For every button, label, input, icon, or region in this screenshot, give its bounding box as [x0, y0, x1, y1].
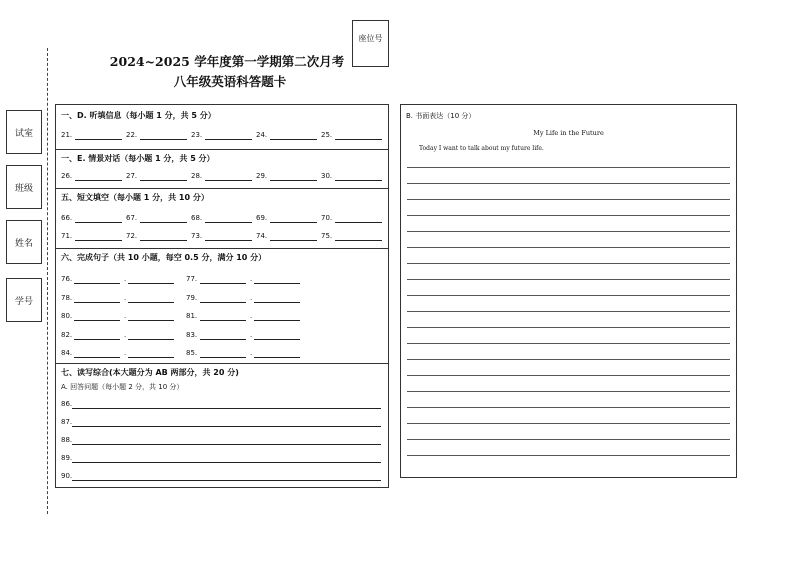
writing-line[interactable]	[407, 391, 730, 392]
answer-line[interactable]	[72, 444, 381, 445]
writing-line[interactable]	[407, 359, 730, 360]
answer-blank[interactable]	[254, 302, 300, 303]
student-id-label: 学号	[14, 296, 33, 307]
answer-line[interactable]	[72, 408, 381, 409]
seat-number-label: 座位号	[358, 34, 383, 43]
answer-blank[interactable]	[200, 283, 246, 284]
question-number: 80.	[61, 312, 73, 320]
question-number: 70.	[321, 214, 333, 222]
section-7-title: 七、读写综合(本大题分为 AB 两部分，共 20 分)	[61, 368, 239, 377]
answer-line[interactable]	[72, 462, 381, 463]
question-number: 26.	[61, 172, 73, 180]
answer-blank[interactable]	[74, 320, 120, 321]
name-field[interactable]	[6, 220, 42, 264]
answer-blank[interactable]	[205, 240, 252, 241]
section-e-title: 一、E. 情景对话（每小题 1 分，共 5 分）	[61, 154, 215, 163]
answer-blank[interactable]	[200, 320, 246, 321]
question-number: .	[250, 349, 253, 357]
writing-line[interactable]	[407, 215, 730, 216]
answer-blank[interactable]	[270, 180, 317, 181]
answer-blank[interactable]	[270, 139, 317, 140]
writing-line[interactable]	[407, 327, 730, 328]
answer-blank[interactable]	[335, 240, 382, 241]
answer-blank[interactable]	[74, 302, 120, 303]
answer-blank[interactable]	[200, 357, 246, 358]
answer-blank[interactable]	[128, 283, 174, 284]
question-number: .	[124, 312, 127, 320]
question-number: 66.	[61, 214, 73, 222]
answer-line[interactable]	[72, 426, 381, 427]
writing-line[interactable]	[407, 375, 730, 376]
exam-room-field[interactable]	[6, 110, 42, 154]
question-number: 24.	[256, 131, 268, 139]
writing-line[interactable]	[407, 279, 730, 280]
question-number: 71.	[61, 232, 73, 240]
question-number: 73.	[191, 232, 203, 240]
section-d-title: 一、D. 听填信息（每小题 1 分，共 5 分）	[61, 111, 216, 120]
writing-line[interactable]	[407, 183, 730, 184]
question-number: .	[124, 275, 127, 283]
question-number: 88.	[61, 436, 73, 444]
divider	[56, 149, 388, 150]
class-label: 班级	[14, 183, 33, 194]
question-number: 69.	[256, 214, 268, 222]
question-number: 75.	[321, 232, 333, 240]
writing-line[interactable]	[407, 423, 730, 424]
question-number: 87.	[61, 418, 73, 426]
answer-blank[interactable]	[128, 357, 174, 358]
answer-blank[interactable]	[140, 139, 187, 140]
question-number: 67.	[126, 214, 138, 222]
writing-line[interactable]	[407, 311, 730, 312]
question-number: 78.	[61, 293, 73, 302]
question-number: 68.	[191, 214, 203, 222]
section-7a-subtitle: A. 回答问题（每小题 2 分，共 10 分）	[61, 383, 184, 391]
question-number: .	[124, 349, 127, 357]
question-number: .	[124, 293, 127, 302]
question-number: 74.	[256, 232, 268, 240]
answer-blank[interactable]	[74, 283, 120, 284]
writing-line[interactable]	[407, 343, 730, 344]
answer-blank[interactable]	[200, 302, 246, 303]
question-number: .	[250, 330, 253, 339]
answer-blank[interactable]	[140, 240, 187, 241]
question-number: 72.	[126, 232, 138, 240]
binding-line	[47, 48, 48, 514]
writing-title: B. 书面表达（10 分）	[406, 112, 476, 120]
writing-line[interactable]	[407, 167, 730, 168]
answer-blank[interactable]	[335, 180, 382, 181]
answer-blank[interactable]	[140, 180, 187, 181]
section-5-title: 五、短文填空（每小题 1 分，共 10 分）	[61, 193, 209, 202]
answer-blank[interactable]	[254, 320, 300, 321]
answer-blank[interactable]	[128, 339, 174, 340]
student-id-field[interactable]	[6, 278, 42, 322]
answer-blank[interactable]	[270, 222, 317, 223]
writing-line[interactable]	[407, 231, 730, 232]
question-number: 30.	[321, 172, 333, 180]
answer-blank[interactable]	[75, 180, 122, 181]
writing-line[interactable]	[407, 439, 730, 440]
writing-box	[400, 104, 737, 478]
question-number: 27.	[126, 172, 138, 180]
question-number: 89.	[61, 454, 73, 462]
question-number: 85.	[186, 349, 198, 357]
question-number: 77.	[186, 275, 198, 283]
left-answer-box	[55, 104, 389, 488]
question-number: .	[250, 312, 253, 320]
answer-blank[interactable]	[74, 357, 120, 358]
question-number: 23.	[191, 131, 203, 139]
question-number: .	[250, 275, 253, 283]
writing-line[interactable]	[407, 407, 730, 408]
writing-line[interactable]	[407, 263, 730, 264]
class-field[interactable]	[6, 165, 42, 209]
question-number: .	[250, 293, 253, 302]
answer-line[interactable]	[72, 480, 381, 481]
question-number: 21.	[61, 131, 73, 139]
question-number: 83.	[186, 330, 198, 339]
answer-blank[interactable]	[140, 222, 187, 223]
answer-blank[interactable]	[75, 240, 122, 241]
writing-line[interactable]	[407, 295, 730, 296]
answer-blank[interactable]	[75, 222, 122, 223]
essay-first-line: Today I want to talk about my future life.	[419, 145, 544, 152]
answer-blank[interactable]	[205, 139, 252, 140]
writing-line[interactable]	[407, 455, 730, 456]
question-number: 84.	[61, 349, 73, 357]
exam-room-label: 试室	[14, 128, 33, 139]
answer-blank[interactable]	[270, 240, 317, 241]
answer-blank[interactable]	[205, 180, 252, 181]
question-number: 22.	[126, 131, 138, 139]
answer-blank[interactable]	[254, 283, 300, 284]
question-number: .	[124, 330, 127, 339]
name-label: 姓名	[14, 238, 33, 249]
question-number: 90.	[61, 472, 73, 480]
answer-blank[interactable]	[205, 222, 252, 223]
section-6-title: 六、完成句子（共 10 小题，每空 0.5 分，满分 10 分）	[61, 253, 267, 262]
answer-blank[interactable]	[128, 302, 174, 303]
answer-blank[interactable]	[254, 339, 300, 340]
answer-blank[interactable]	[335, 222, 382, 223]
question-number: 86.	[61, 400, 73, 408]
exam-subtitle: 八年级英语科答题卡	[173, 74, 287, 89]
writing-line[interactable]	[407, 247, 730, 248]
question-number: 81.	[186, 312, 198, 320]
question-number: 29.	[256, 172, 268, 180]
answer-blank[interactable]	[200, 339, 246, 340]
divider	[56, 188, 388, 189]
answer-blank[interactable]	[254, 357, 300, 358]
answer-blank[interactable]	[335, 139, 382, 140]
answer-blank[interactable]	[74, 339, 120, 340]
divider	[56, 363, 388, 364]
question-number: 82.	[61, 330, 73, 339]
divider	[56, 248, 388, 249]
question-number: 76.	[61, 275, 73, 283]
answer-blank[interactable]	[128, 320, 174, 321]
answer-blank[interactable]	[75, 139, 122, 140]
writing-line[interactable]	[407, 199, 730, 200]
exam-title: 2024~2025 学年度第一学期第二次月考	[109, 54, 345, 69]
essay-title: My Life in the Future	[533, 129, 604, 137]
question-number: 28.	[191, 172, 203, 180]
question-number: 79.	[186, 293, 198, 302]
question-number: 25.	[321, 131, 333, 139]
